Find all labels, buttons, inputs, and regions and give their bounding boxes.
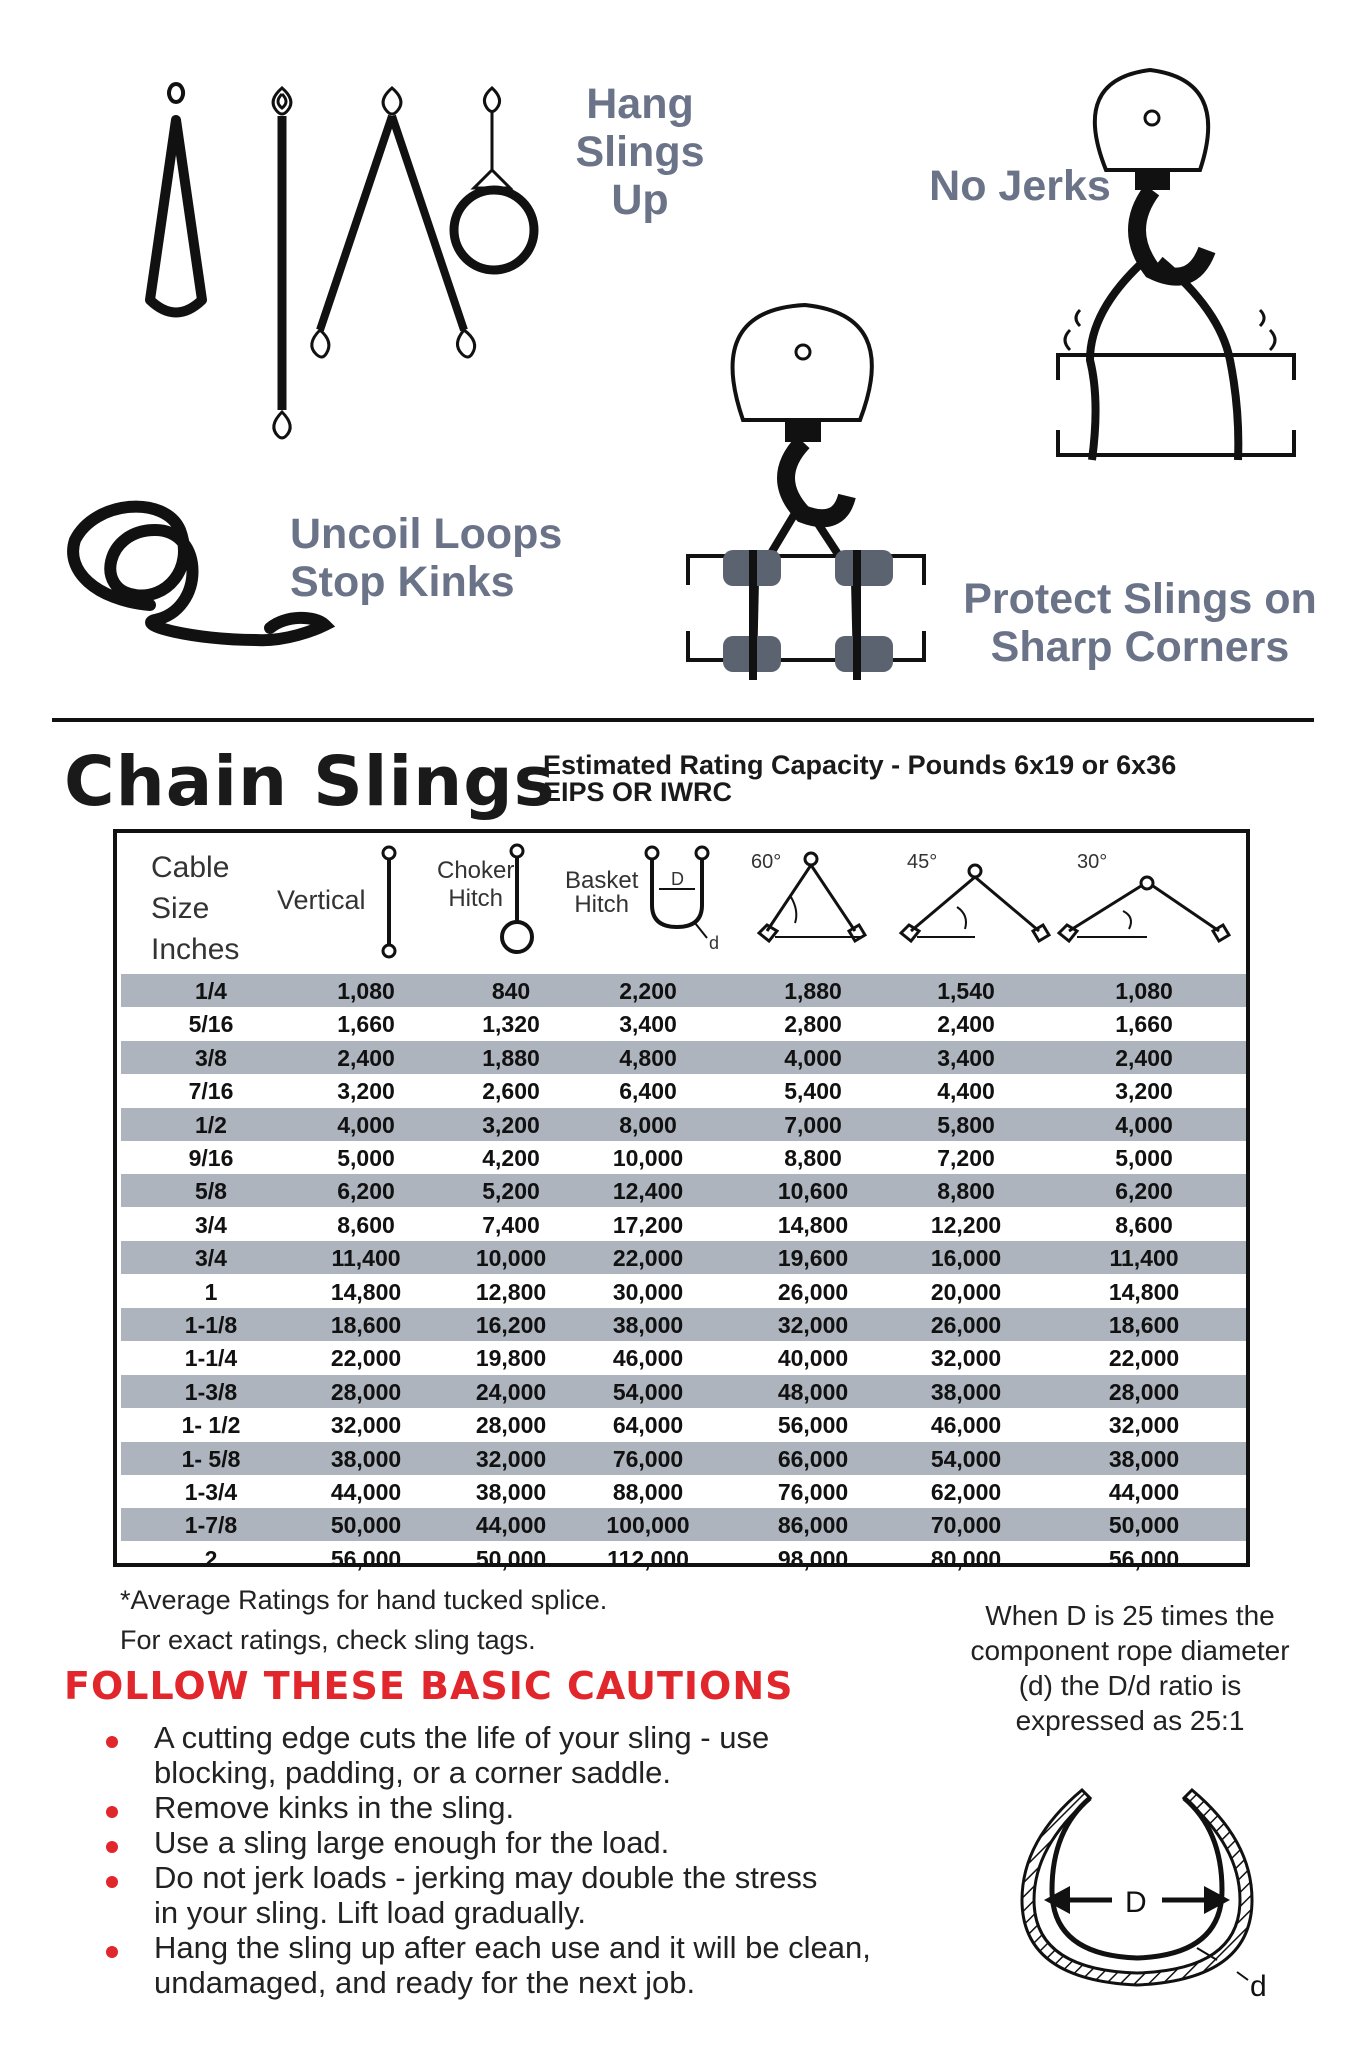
- cell-30: 1,660: [1115, 1011, 1173, 1038]
- cell-60: 32,000: [777, 1312, 849, 1338]
- table-row: [121, 1174, 1246, 1207]
- cell-45: 3,400: [937, 1044, 995, 1071]
- cell-choker: 16,200: [475, 1312, 547, 1338]
- cell-vertical: 38,000: [330, 1445, 402, 1472]
- cell-basket: 4,800: [619, 1044, 677, 1071]
- cell-size: 5/16: [188, 1011, 234, 1038]
- header-vertical: Vertical: [277, 885, 366, 915]
- header-line: Cable: [151, 851, 230, 884]
- cell-60: 2,800: [784, 1011, 842, 1038]
- header-line: Basket: [565, 867, 639, 894]
- tip-line: Hang: [586, 80, 694, 128]
- cell-size: 1/2: [195, 1111, 227, 1138]
- header-line: Choker: [437, 857, 515, 884]
- cell-30: 18,600: [1108, 1312, 1180, 1338]
- table-row: [121, 1041, 1246, 1074]
- cell-size: 1/4: [195, 978, 227, 1004]
- cell-60: 1,880: [784, 978, 842, 1004]
- cell-30: 22,000: [1108, 1345, 1180, 1372]
- table-subtitle: [543, 752, 1176, 806]
- header-line: Hitch: [448, 884, 504, 912]
- caution-line: Remove kinks in the sling.: [154, 1790, 515, 1825]
- cell-30: 2,400: [1115, 1044, 1173, 1071]
- tip-protect-slings: [960, 575, 1320, 671]
- choker-hitch-icon: [492, 841, 542, 961]
- tip-line: Uncoil Loops: [290, 510, 563, 558]
- cell-basket: 10,000: [612, 1145, 684, 1171]
- cell-45: 32,000: [930, 1345, 1002, 1372]
- cell-45: 20,000: [930, 1278, 1002, 1305]
- cell-60: 5,400: [784, 1078, 842, 1105]
- dd-line: When D is 25 times the: [985, 1600, 1275, 1631]
- cell-size: 1: [204, 1278, 218, 1305]
- cell-size: 3/8: [195, 1044, 227, 1071]
- ratings-note: [120, 1580, 607, 1660]
- cell-vertical: 44,000: [330, 1479, 402, 1505]
- tip-line: Protect Slings on: [963, 575, 1317, 623]
- table-row: [121, 1007, 1246, 1040]
- cell-size: 2: [204, 1545, 218, 1572]
- cell-vertical: 6,200: [337, 1178, 395, 1205]
- cell-choker: 3,200: [482, 1111, 540, 1138]
- header-angle-45: 45°: [907, 851, 938, 873]
- cell-size: 3/4: [195, 1245, 227, 1272]
- table-row: [121, 1141, 1246, 1174]
- table-row: [121, 1442, 1246, 1475]
- cell-60: 76,000: [777, 1479, 849, 1505]
- endless-sling-icon: [150, 84, 202, 312]
- cell-45: 62,000: [930, 1479, 1002, 1505]
- cell-30: 44,000: [1108, 1479, 1180, 1505]
- cell-vertical: 11,400: [331, 1245, 401, 1272]
- caution-item: [154, 1790, 514, 1825]
- cell-choker: 1,320: [482, 1011, 540, 1038]
- cell-vertical: 1,660: [337, 1011, 395, 1038]
- tip-line: Stop Kinks: [290, 558, 515, 607]
- caution-line: Do not jerk loads - jerking may double the stress: [154, 1860, 818, 1895]
- cell-vertical: 2,400: [337, 1044, 395, 1071]
- cell-vertical: 22,000: [330, 1345, 402, 1372]
- bullet-icon: [106, 1876, 118, 1888]
- note-line: *Average Ratings for hand tucked splice.: [120, 1585, 608, 1615]
- subtitle-line: EIPS OR IWRC: [543, 777, 733, 807]
- cell-60: 98,000: [777, 1545, 849, 1572]
- cell-30: 32,000: [1108, 1412, 1180, 1439]
- table-row: [121, 974, 1246, 1007]
- cell-size: 5/8: [195, 1178, 227, 1205]
- tip-uncoil-loops: [290, 510, 610, 606]
- cell-size: 1- 5/8: [181, 1445, 241, 1472]
- cell-basket: 2,200: [619, 978, 677, 1004]
- header-line: Size: [151, 892, 210, 925]
- cell-60: 26,000: [777, 1278, 849, 1305]
- cell-choker: 12,800: [475, 1278, 547, 1305]
- cell-choker: 4,200: [482, 1145, 540, 1171]
- note-line: For exact ratings, check sling tags.: [120, 1625, 536, 1655]
- header-line: Hitch: [574, 891, 630, 918]
- cell-60: 86,000: [777, 1512, 849, 1539]
- cell-basket: 100,000: [606, 1512, 690, 1539]
- cell-choker: 7,400: [482, 1211, 540, 1238]
- caution-item: [154, 1860, 817, 1930]
- cell-basket: 88,000: [612, 1479, 684, 1505]
- cell-size: 1-3/8: [184, 1378, 238, 1405]
- cell-size: 7/16: [188, 1078, 234, 1105]
- cell-choker: 10,000: [475, 1245, 547, 1272]
- cell-size: 1-1/8: [184, 1312, 238, 1338]
- cell-size: 1-1/4: [184, 1345, 238, 1372]
- cell-basket: 6,400: [619, 1078, 677, 1105]
- table-row: [121, 1308, 1246, 1341]
- bullet-icon: [106, 1841, 118, 1853]
- caution-line: Use a sling large enough for the load.: [154, 1825, 670, 1860]
- basket-D-label: D: [671, 869, 684, 889]
- cell-30: 5,000: [1115, 1145, 1173, 1171]
- cell-60: 40,000: [777, 1345, 849, 1372]
- table-row: [121, 1108, 1246, 1141]
- basket-hitch-icon: [637, 843, 727, 953]
- cell-30: 3,200: [1115, 1078, 1173, 1105]
- cell-60: 66,000: [777, 1445, 849, 1472]
- cell-60: 48,000: [777, 1378, 849, 1405]
- cell-choker: 1,880: [482, 1044, 540, 1071]
- cell-vertical: 5,000: [337, 1145, 395, 1171]
- table-row: [121, 1208, 1246, 1241]
- cell-basket: 3,400: [619, 1011, 677, 1038]
- header-line: Inches: [151, 933, 240, 966]
- cell-vertical: 32,000: [330, 1412, 402, 1439]
- cell-choker: 2,600: [482, 1078, 540, 1105]
- table-row: [121, 1375, 1246, 1408]
- dd-d-label: d: [1250, 1970, 1267, 2000]
- cell-vertical: 3,200: [337, 1078, 395, 1105]
- vertical-hitch-icon: [369, 843, 409, 963]
- cell-30: 11,400: [1109, 1245, 1179, 1272]
- cell-basket: 38,000: [612, 1312, 684, 1338]
- cell-basket: 64,000: [612, 1412, 684, 1439]
- dd-line: expressed as 25:1: [1015, 1705, 1245, 1736]
- table-row: [121, 1408, 1246, 1441]
- cell-choker: 38,000: [475, 1479, 547, 1505]
- table-row: [121, 1475, 1246, 1508]
- cell-size: 1-3/4: [184, 1479, 238, 1505]
- cell-45: 80,000: [930, 1545, 1002, 1572]
- cell-30: 1,080: [1115, 978, 1173, 1004]
- cell-45: 26,000: [930, 1312, 1002, 1338]
- page-title: Chain Slings: [64, 742, 556, 822]
- single-leg-sling-icon: [273, 88, 291, 438]
- caution-line: in your sling. Lift load gradually.: [154, 1895, 586, 1930]
- ring-sling-icon: [454, 88, 534, 270]
- cell-size: 3/4: [195, 1211, 227, 1238]
- cell-vertical: 50,000: [330, 1512, 402, 1539]
- cell-45: 1,540: [937, 978, 995, 1004]
- cell-vertical: 4,000: [337, 1111, 395, 1138]
- cell-45: 8,800: [937, 1178, 995, 1205]
- caution-line: undamaged, and ready for the next job.: [154, 1965, 696, 2000]
- bullet-icon: [106, 1946, 118, 1958]
- cell-60: 56,000: [777, 1412, 849, 1439]
- cell-choker: 19,800: [475, 1345, 547, 1372]
- tip-line: Up: [611, 176, 669, 225]
- cell-60: 19,600: [777, 1245, 849, 1272]
- angle-45-icon: [895, 845, 1055, 945]
- cell-45: 38,000: [930, 1378, 1002, 1405]
- cell-45: 5,800: [937, 1111, 995, 1138]
- cell-30: 28,000: [1108, 1378, 1180, 1405]
- section-divider: [52, 718, 1314, 722]
- cell-size: 1- 1/2: [181, 1412, 241, 1439]
- dd-D-label: D: [1125, 1886, 1147, 1919]
- basket-d-label: d: [709, 933, 720, 953]
- table-row: [121, 1074, 1246, 1107]
- cell-vertical: 8,600: [337, 1211, 395, 1238]
- cell-basket: 30,000: [612, 1278, 684, 1305]
- cell-size: 9/16: [188, 1145, 234, 1171]
- cell-60: 4,000: [784, 1044, 842, 1071]
- caution-item: [154, 1720, 769, 1790]
- cautions-title: FOLLOW THESE BASIC CAUTIONS: [64, 1664, 794, 1708]
- dd-ratio-explanation: [950, 1598, 1310, 1738]
- cell-60: 8,800: [784, 1145, 842, 1171]
- caution-item: [154, 1825, 669, 1860]
- angle-30-icon: [1055, 845, 1235, 945]
- cell-basket: 12,400: [612, 1178, 684, 1205]
- bullet-icon: [106, 1806, 118, 1818]
- cell-choker: 32,000: [475, 1445, 547, 1472]
- cell-30: 50,000: [1108, 1512, 1180, 1539]
- cell-size: 1-7/8: [184, 1512, 238, 1539]
- cell-30: 56,000: [1108, 1545, 1180, 1572]
- cell-30: 14,800: [1108, 1278, 1180, 1305]
- caution-line: A cutting edge cuts the life of your sling - use: [154, 1720, 770, 1755]
- caution-line: Hang the sling up after each use and it will be clean,: [154, 1930, 871, 1965]
- cell-choker: 840: [491, 978, 531, 1004]
- dd-line: component rope diameter: [970, 1635, 1290, 1666]
- cell-vertical: 56,000: [330, 1545, 402, 1572]
- cell-basket: 112,000: [607, 1545, 689, 1572]
- cell-45: 54,000: [930, 1445, 1002, 1472]
- cell-45: 2,400: [937, 1011, 995, 1038]
- cell-basket: 54,000: [612, 1378, 684, 1405]
- angle-60-icon: [753, 845, 873, 945]
- tip-line: Slings: [575, 128, 705, 177]
- cell-basket: 22,000: [612, 1245, 684, 1272]
- header-basket: [565, 869, 638, 917]
- rating-table: [113, 829, 1250, 1572]
- cell-45: 46,000: [930, 1412, 1002, 1439]
- cell-30: 8,600: [1115, 1211, 1173, 1238]
- tip-hang-slings-up: [560, 80, 720, 224]
- table-row: [121, 1275, 1246, 1308]
- cell-vertical: 1,080: [337, 978, 395, 1004]
- tip-line: No Jerks: [929, 162, 1111, 210]
- cell-vertical: 28,000: [330, 1378, 402, 1405]
- cell-45: 16,000: [930, 1245, 1002, 1272]
- header-cable-size: [151, 847, 239, 970]
- cell-basket: 46,000: [612, 1345, 684, 1372]
- dd-ratio-diagram: [1012, 1780, 1282, 2000]
- header-angle-60: 60°: [751, 851, 782, 873]
- dd-line: (d) the D/d ratio is: [1018, 1670, 1242, 1701]
- cell-basket: 17,200: [612, 1211, 684, 1238]
- cell-45: 7,200: [937, 1145, 995, 1171]
- header-angle-30: 30°: [1077, 851, 1108, 873]
- cell-30: 4,000: [1115, 1111, 1173, 1138]
- cell-choker: 28,000: [475, 1412, 547, 1439]
- table-row: [121, 1542, 1246, 1575]
- no-jerks-illustration: [1050, 60, 1320, 480]
- cell-choker: 24,000: [475, 1378, 547, 1405]
- caution-item: [154, 1930, 871, 2000]
- table-row: [121, 1341, 1246, 1374]
- tip-line: Sharp Corners: [990, 623, 1290, 672]
- cell-vertical: 18,600: [330, 1312, 402, 1338]
- caution-line: blocking, padding, or a corner saddle.: [154, 1755, 671, 1790]
- bullet-icon: [106, 1736, 118, 1748]
- cell-30: 6,200: [1115, 1178, 1173, 1205]
- cell-choker: 5,200: [482, 1178, 540, 1205]
- cell-30: 38,000: [1108, 1445, 1180, 1472]
- cell-60: 10,600: [777, 1178, 849, 1205]
- protect-slings-illustration: [685, 300, 945, 680]
- hang-slings-illustration: [130, 80, 570, 450]
- cell-45: 70,000: [930, 1512, 1002, 1539]
- cell-basket: 76,000: [612, 1445, 684, 1472]
- cell-60: 14,800: [777, 1211, 849, 1238]
- cell-45: 4,400: [937, 1078, 995, 1105]
- cell-vertical: 14,800: [330, 1278, 402, 1305]
- cell-basket: 8,000: [619, 1111, 677, 1138]
- cell-choker: 44,000: [475, 1512, 547, 1539]
- cell-60: 7,000: [784, 1111, 842, 1138]
- table-row: [121, 1508, 1246, 1541]
- cell-choker: 50,000: [475, 1545, 547, 1572]
- table-row: [121, 1241, 1246, 1274]
- subtitle-line: Estimated Rating Capacity - Pounds 6x19 or 6x36: [543, 750, 1177, 780]
- cell-45: 12,200: [930, 1211, 1002, 1238]
